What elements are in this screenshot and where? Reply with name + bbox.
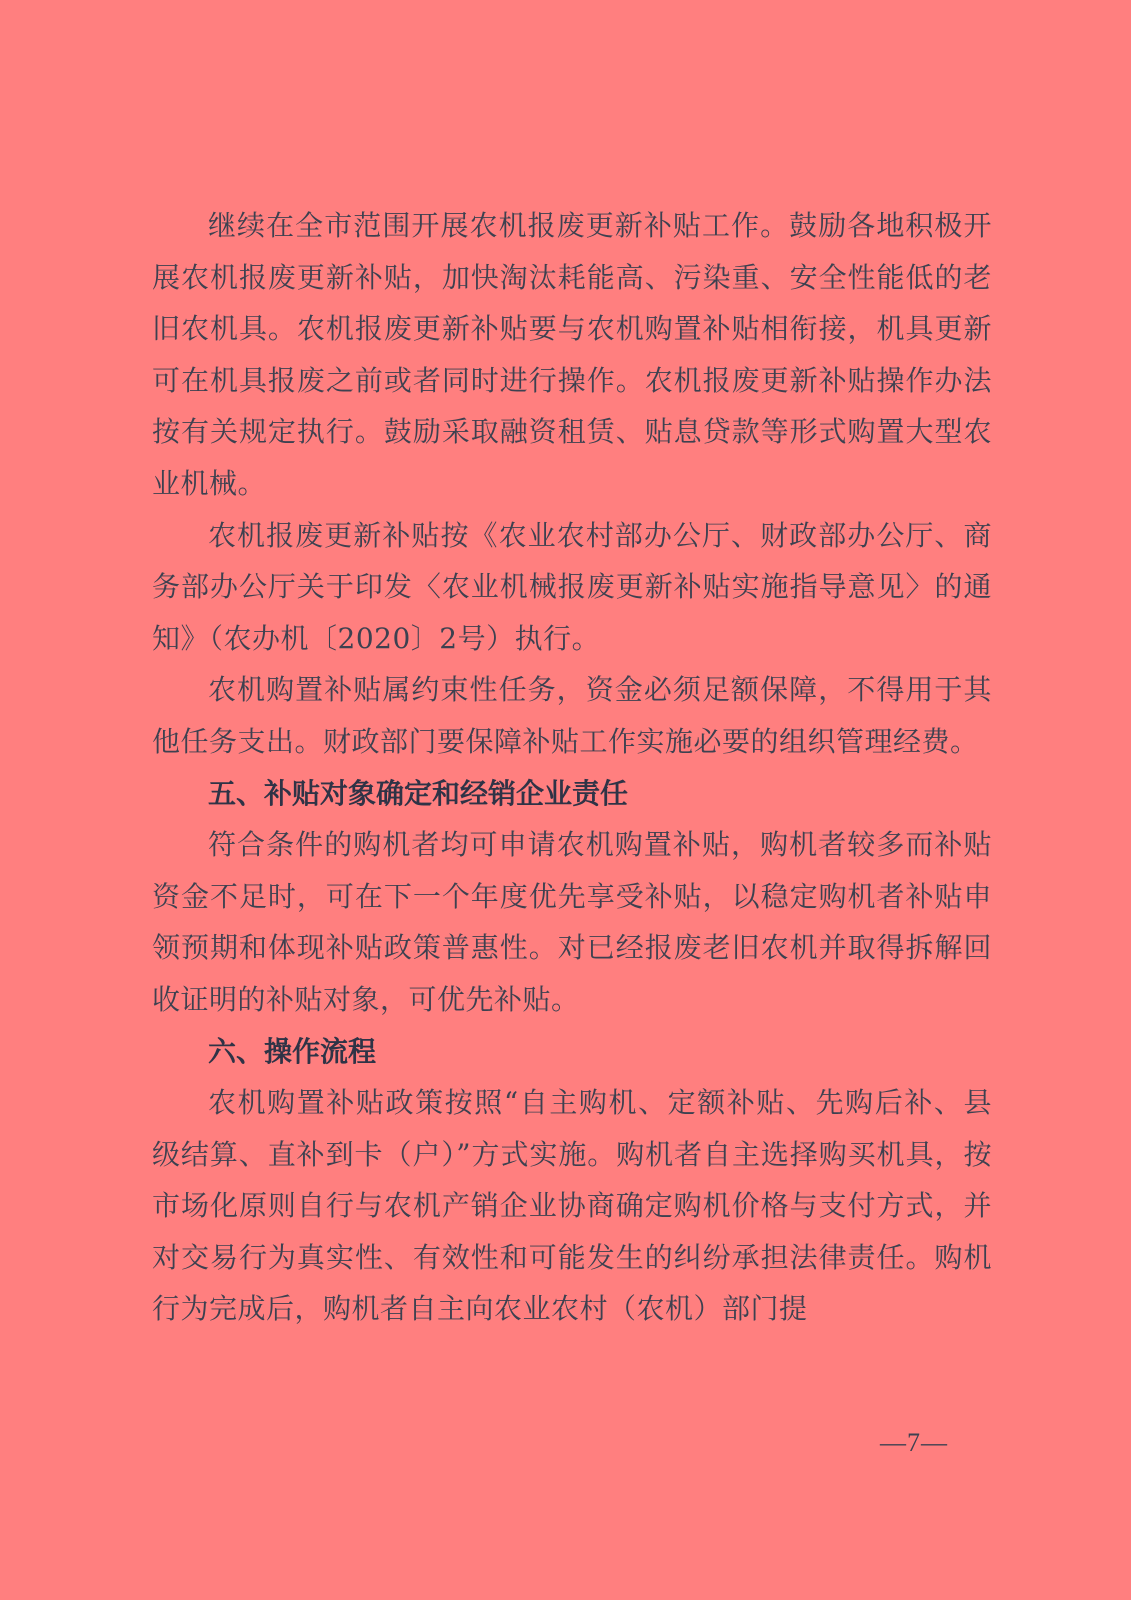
page-number: —7— xyxy=(880,1428,948,1457)
body-paragraph: 继续在全市范围开展农机报废更新补贴工作。鼓励各地积极开展农机报废更新补贴，加快淘汰耗能高、污染重、安全性能低的老旧农机具。农机报废更新补贴要与农机购置补贴相衔接，机具更新可在机具报废之前或者同时进行操作。农机报废更新补贴操作办法按有关规定执行。鼓励采取融资租赁、贴息贷款等形式购置大型农业机械。 xyxy=(152,209,992,500)
body-paragraph: 农机购置补贴政策按照“自主购机、定额补贴、先购后补、县级结算、直补到卡（户）”方式实施。购机者自主选择购买机具，按市场化原则自行与农机产销企业协商确定购机价格与支付方式，并对交易行为真实性、有效性和可能发生的纠纷承担法律责任。购机行为完成后，购机者自主向农业农村（农机）部门提 xyxy=(152,1086,992,1326)
section-heading: 六、操作流程 xyxy=(208,1034,377,1068)
section-heading: 五、补贴对象确定和经销企业责任 xyxy=(208,776,629,810)
body-paragraph: 符合条件的购机者均可申请农机购置补贴，购机者较多而补贴资金不足时，可在下一个年度优先享受补贴，以稳定购机者补贴申领预期和体现补贴政策普惠性。对已经报废老旧农机并取得拆解回收证明的补贴对象，可优先补贴。 xyxy=(152,828,992,1016)
document-page xyxy=(152,200,992,1335)
body-paragraph: 农机报废更新补贴按《农业农村部办公厅、财政部办公厅、商务部办公厅关于印发〈农业机械报废更新补贴实施指导意见〉的通知》（农办机〔2020〕2号）执行。 xyxy=(152,518,992,655)
body-paragraph: 农机购置补贴属约束性任务，资金必须足额保障，不得用于其他任务支出。财政部门要保障补贴工作实施必要的组织管理经费。 xyxy=(152,673,992,758)
